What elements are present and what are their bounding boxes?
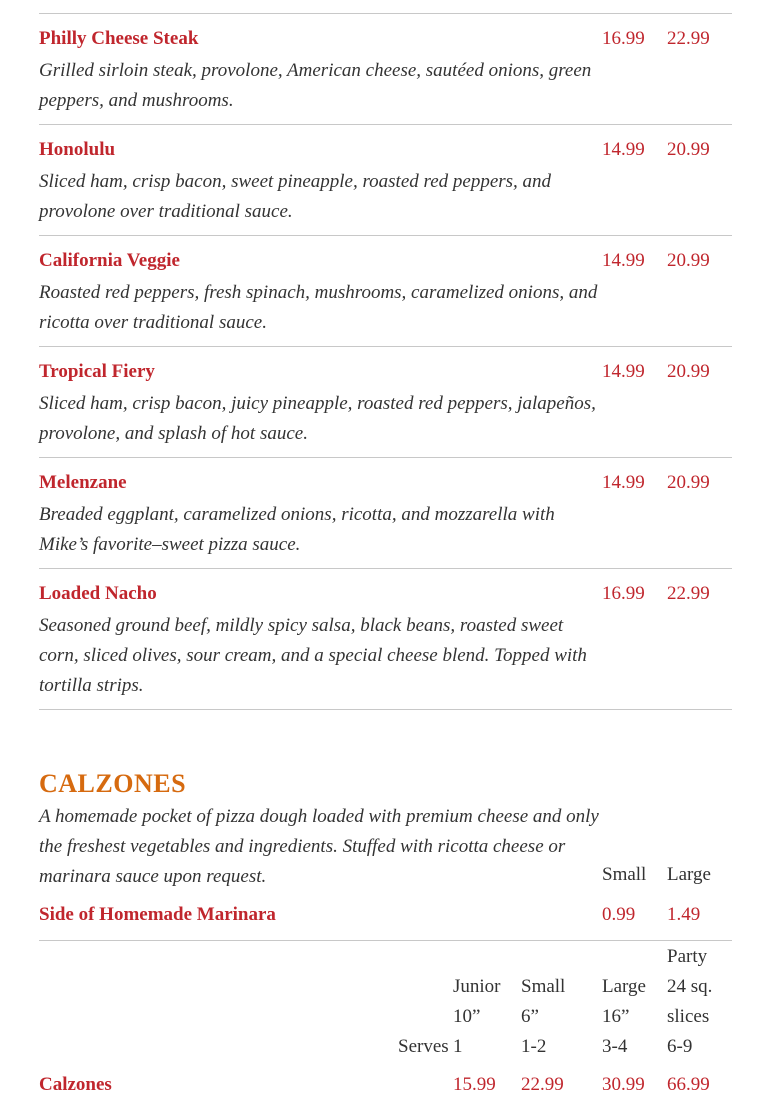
size-column-large-name: Large — [602, 976, 646, 997]
divider — [39, 346, 732, 347]
divider — [39, 568, 732, 569]
item-name: Melenzane — [39, 472, 127, 493]
item-price-small: 14.99 — [602, 361, 645, 382]
size-column-party-serves: 6-9 — [667, 1036, 693, 1057]
item-description: Breaded eggplant, caramelized onions, ricotta, and mozzarella with Mike’s favorite–sweet pizza sauce. — [39, 504, 555, 555]
item-price-large: 1.49 — [667, 904, 701, 925]
divider — [39, 13, 732, 14]
divider — [39, 940, 732, 941]
item-price-party: 66.99 — [667, 1074, 710, 1095]
size-column-party-extra: slices — [667, 1006, 710, 1027]
size-header-small: Small — [602, 864, 647, 885]
item-price-junior: 15.99 — [453, 1074, 496, 1095]
item-description: Sliced ham, crisp bacon, juicy pineapple, roasted red peppers, jalapeños, provolone, and splash of hot sauce. — [39, 393, 596, 444]
item-price-large: 20.99 — [667, 472, 710, 493]
item-price-large: 30.99 — [602, 1074, 645, 1095]
section-description: A homemade pocket of pizza dough loaded with premium cheese and only the freshest vegetables and ingredients. Stuffed with ricotta cheese or marinara sauce upon request. — [39, 806, 599, 887]
item-price-large: 22.99 — [667, 583, 710, 604]
divider — [39, 457, 732, 458]
size-column-large-inches: 16” — [602, 1006, 630, 1027]
item-name: Side of Homemade Marinara — [39, 904, 276, 925]
item-name: California Veggie — [39, 250, 180, 271]
size-column-large-serves: 3-4 — [602, 1036, 628, 1057]
item-price-small: 14.99 — [602, 250, 645, 271]
item-price-large: 20.99 — [667, 250, 710, 271]
size-column-small-serves: 1-2 — [521, 1036, 547, 1057]
item-price-small: 14.99 — [602, 139, 645, 160]
item-name: Philly Cheese Steak — [39, 28, 199, 49]
size-header-large: Large — [667, 864, 711, 885]
item-price-large: 20.99 — [667, 361, 710, 382]
size-column-party-inches: 24 sq. — [667, 976, 713, 997]
section-title: CALZONES — [39, 769, 187, 798]
size-column-junior-inches: 10” — [453, 1006, 481, 1027]
item-description: Grilled sirloin steak, provolone, American cheese, sautéed onions, green peppers, and mushrooms. — [39, 60, 592, 111]
item-description: Sliced ham, crisp bacon, sweet pineapple, roasted red peppers, and provolone over traditional sauce. — [39, 171, 552, 222]
item-description: Roasted red peppers, fresh spinach, mushrooms, caramelized onions, and ricotta over traditional sauce. — [39, 282, 598, 333]
item-price-small: 22.99 — [521, 1074, 564, 1095]
item-name: Loaded Nacho — [39, 583, 157, 604]
item-price-large: 22.99 — [667, 28, 710, 49]
item-name: Calzones — [39, 1074, 112, 1095]
item-price-small: 14.99 — [602, 472, 645, 493]
item-name: Tropical Fiery — [39, 361, 155, 382]
divider — [39, 709, 732, 710]
item-description: Seasoned ground beef, mildly spicy salsa, black beans, roasted sweet corn, sliced olives, sour cream, and a special cheese blend. Topped with tortilla strips. — [39, 615, 587, 696]
item-price-small: 16.99 — [602, 583, 645, 604]
serves-label: Serves — [398, 1036, 449, 1057]
size-column-junior-name: Junior — [453, 976, 501, 997]
item-name: Honolulu — [39, 139, 116, 160]
item-price-large: 20.99 — [667, 139, 710, 160]
divider — [39, 124, 732, 125]
item-price-small: 0.99 — [602, 904, 636, 925]
divider — [39, 235, 732, 236]
size-column-small-inches: 6” — [521, 1006, 539, 1027]
item-price-small: 16.99 — [602, 28, 645, 49]
size-column-party-name: Party — [667, 946, 708, 967]
size-column-junior-serves: 1 — [453, 1036, 463, 1057]
size-column-small-name: Small — [521, 976, 566, 997]
